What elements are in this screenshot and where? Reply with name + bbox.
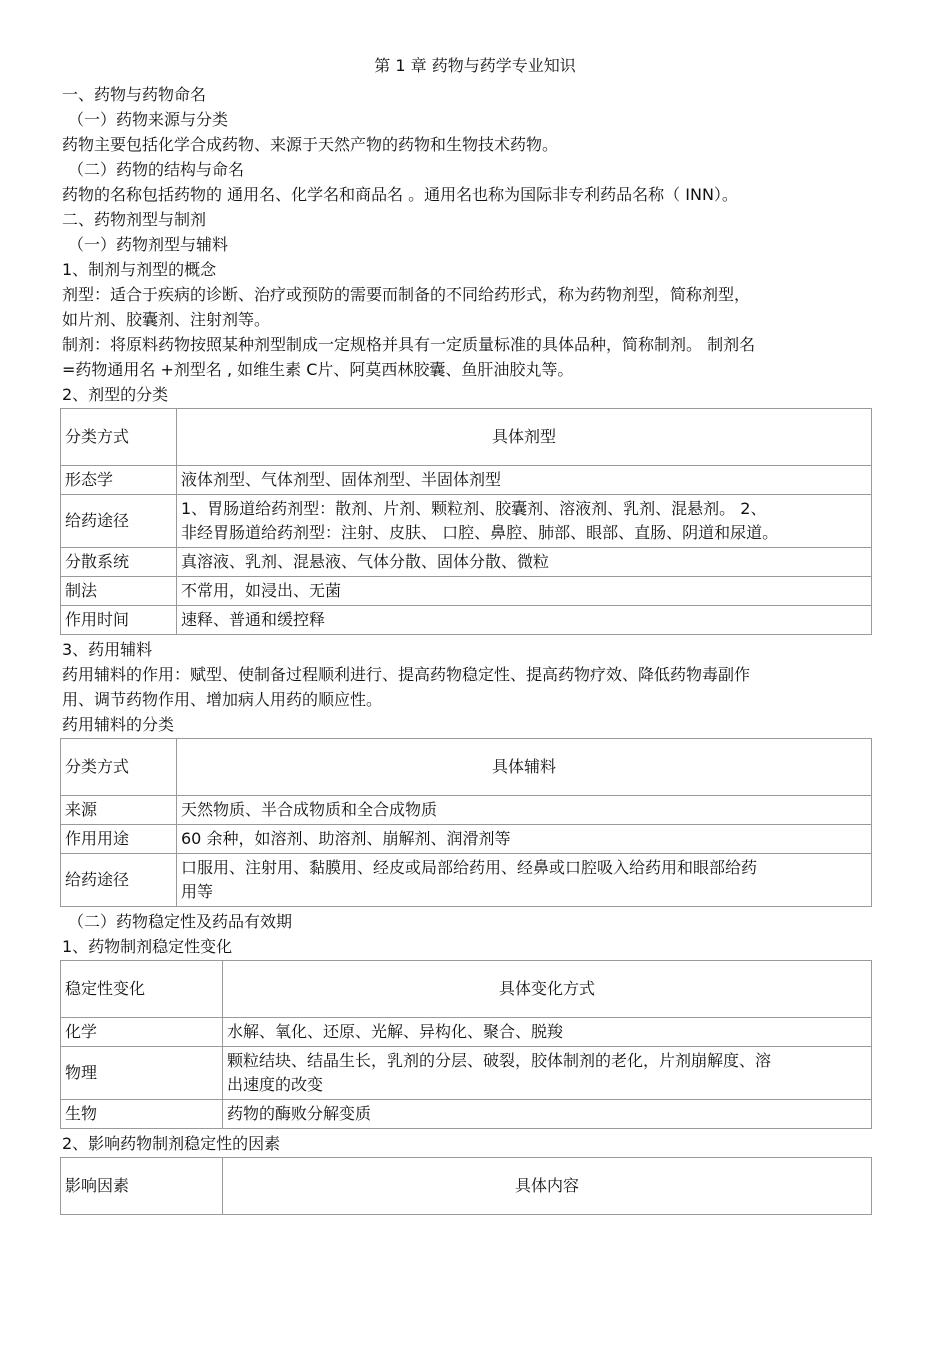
table-header-row	[61, 961, 872, 1018]
item-heading: 2、影响药物制剂稳定性的因素	[62, 1134, 281, 1153]
table-key-cell: 来源	[61, 796, 177, 825]
factors-section	[62, 1131, 888, 1156]
table-header-cell: 分类方式	[61, 739, 177, 796]
stability-table	[60, 960, 872, 1129]
table-key-cell: 物理	[61, 1047, 223, 1100]
table-value-cell	[177, 548, 872, 577]
table-value-cell	[177, 796, 872, 825]
table-row	[61, 606, 872, 635]
factors-table	[60, 1157, 872, 1215]
table-header-cell: 稳定性变化	[61, 961, 223, 1018]
cell-text: 颗粒结块、结晶生长，乳剂的分层、破裂，胶体制剂的老化，片剂崩解度、溶	[227, 1051, 772, 1070]
table-header-row	[61, 739, 872, 796]
paragraph: 药用辅料的作用：赋型、使制备过程顺利进行、提高药物稳定性、提高药物疗效、降低药物毒副作	[62, 665, 751, 684]
paragraph: 剂型：适合于疾病的诊断、治疗或预防的需要而制备的不同给药形式，称为药物剂型，简称剂型，	[62, 285, 751, 304]
cell-text: 1、胃肠道给药剂型：散剂、片剂、颗粒剂、胶囊剂、溶液剂、乳剂、混悬剂。 2、	[181, 499, 767, 518]
stability-section	[62, 909, 888, 959]
subsection-heading: （二）药物的结构与命名	[68, 160, 245, 179]
cell-text: 60 余种，如溶剂、助溶剂、崩解剂、润滑剂等	[181, 829, 511, 848]
table-value-cell	[177, 606, 872, 635]
paragraph: =药物通用名 +剂型名 , 如维生素 C片、阿莫西林胶囊、鱼肝油胶丸等。	[62, 360, 574, 379]
section-heading: 一、药物与药物命名	[62, 85, 207, 104]
cell-text: 口服用、注射用、黏膜用、经皮或局部给药用、经鼻或口腔吸入给药用和眼部给药	[181, 858, 758, 877]
paragraph: 药用辅料的分类	[62, 715, 175, 734]
table-row	[61, 495, 872, 548]
cell-text: 水解、氧化、还原、光解、异构化、聚合、脱羧	[227, 1022, 564, 1041]
table-row	[61, 854, 872, 907]
table-value-cell	[177, 495, 872, 548]
paragraph: 用、调节药物作用、增加病人用药的顺应性。	[62, 690, 383, 709]
paragraph: 如片剂、胶囊剂、注射剂等。	[62, 310, 271, 329]
table-key-cell: 分散系统	[61, 548, 177, 577]
excipient-table	[60, 738, 872, 907]
table-header-row	[61, 1158, 872, 1215]
section-heading: 二、药物剂型与制剂	[62, 210, 207, 229]
table-row	[61, 1047, 872, 1100]
table-row	[61, 796, 872, 825]
cell-text: 出速度的改变	[227, 1075, 324, 1094]
table-header-row	[61, 409, 872, 466]
table-value-cell	[177, 854, 872, 907]
table-key-cell: 制法	[61, 577, 177, 606]
subsection-heading: （一）药物来源与分类	[68, 110, 229, 129]
table-value-cell	[223, 1018, 872, 1047]
table-value-cell	[223, 1100, 872, 1129]
table-key-cell: 作用时间	[61, 606, 177, 635]
table-key-cell: 形态学	[61, 466, 177, 495]
dosage-form-table	[60, 408, 872, 635]
cell-text: 速释、普通和缓控释	[181, 610, 326, 629]
table-key-cell: 给药途径	[61, 854, 177, 907]
cell-text: 非经胃肠道给药剂型：注射、皮肤、 口腔、鼻腔、肺部、眼部、直肠、阴道和尿道。	[181, 523, 779, 542]
cell-text: 液体剂型、气体剂型、固体剂型、半固体剂型	[181, 470, 502, 489]
table-value-cell	[177, 466, 872, 495]
table-header-cell: 具体内容	[223, 1158, 872, 1215]
paragraph: 制剂：将原料药物按照某种剂型制成一定规格并具有一定质量标准的具体品种，简称制剂。 制剂名	[62, 335, 756, 354]
table-key-cell: 作用用途	[61, 825, 177, 854]
table-header-cell: 具体变化方式	[223, 961, 872, 1018]
table-row	[61, 466, 872, 495]
table-key-cell: 化学	[61, 1018, 223, 1047]
table-value-cell	[177, 825, 872, 854]
table-key-cell: 生物	[61, 1100, 223, 1129]
table-row	[61, 825, 872, 854]
paragraph: 药物主要包括化学合成药物、来源于天然产物的药物和生物技术药物。	[62, 135, 559, 154]
table-key-cell: 给药途径	[61, 495, 177, 548]
subsection-heading: （二）药物稳定性及药品有效期	[68, 912, 293, 931]
table-header-cell: 具体辅料	[177, 739, 872, 796]
table-row	[61, 1100, 872, 1129]
cell-text: 天然物质、半合成物质和全合成物质	[181, 800, 438, 819]
chapter-title: 第 1 章 药物与药学专业知识	[374, 56, 576, 75]
excipient-section	[62, 637, 888, 737]
table-value-cell	[177, 577, 872, 606]
paragraph: 药物的名称包括药物的 通用名、化学名和商品名 。通用名也称为国际非专利药品名称（ INN）。	[62, 185, 738, 204]
intro-section	[62, 82, 888, 407]
item-heading: 2、剂型的分类	[62, 385, 169, 404]
item-heading: 1、制剂与剂型的概念	[62, 260, 217, 279]
cell-text: 真溶液、乳剂、混悬液、气体分散、固体分散、微粒	[181, 552, 550, 571]
document-page	[62, 52, 888, 1217]
cell-text: 不常用，如浸出、无菌	[181, 581, 342, 600]
table-header-cell: 影响因素	[61, 1158, 223, 1215]
table-row	[61, 577, 872, 606]
table-row	[61, 548, 872, 577]
subsection-heading: （一）药物剂型与辅料	[68, 235, 229, 254]
item-heading: 1、药物制剂稳定性变化	[62, 937, 233, 956]
item-heading: 3、药用辅料	[62, 640, 153, 659]
table-row	[61, 1018, 872, 1047]
table-value-cell	[223, 1047, 872, 1100]
cell-text: 用等	[181, 882, 214, 901]
table-header-cell: 具体剂型	[177, 409, 872, 466]
table-header-cell: 分类方式	[61, 409, 177, 466]
cell-text: 药物的酶败分解变质	[227, 1104, 372, 1123]
